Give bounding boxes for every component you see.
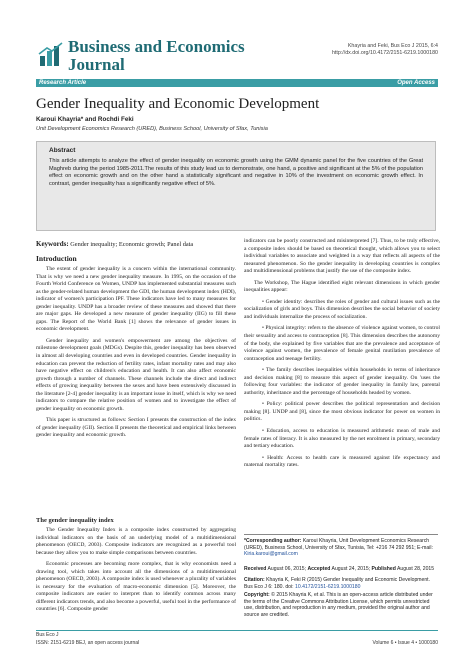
abstract-heading: Abstract — [49, 147, 76, 154]
footer-issn: ISSN: 2151-6219 BEJ, an open access journal — [36, 640, 140, 646]
gii-paragraph-2: Economic processes are becoming more complex, that is why economists need a drawing tool, which takes into account all the dimensions of a multidimensional phenomenon (OECD, 2003). A composite index is used whenever a plurality of variables is necessary for the evaluation of macro-economic dimension [5]. Moreover, the composite indicators are easier to interpret than to identify common across many different indicators trends, and also become a powerful, useful tool in the performance of countries [6]. Composite gender — [36, 561, 236, 613]
footer-divider — [36, 630, 438, 631]
keywords-label: Keywords: — [36, 240, 69, 248]
footnote-divider — [244, 534, 438, 535]
bullet-health: • Health: Access to health care is measured against life expectancy and maternal mortality rates. — [244, 454, 440, 469]
corresponding-text: Karoui Khayria, Unit Development Economics Research (URED), Business School, University of Sfax, Tunisia, Tel: +216 74 292 951; E-mail: — [244, 538, 433, 551]
citation-label: Citation: — [244, 577, 265, 583]
accepted-date: August 24, 2015; — [331, 566, 371, 572]
banner-open-access[interactable]: Open Access — [397, 80, 435, 86]
header-doi-link[interactable]: http://dx.doi.org/10.4172/2151-6219.1000180 — [331, 50, 438, 56]
corresponding-label: *Corresponding author: — [244, 538, 302, 544]
intro-paragraph-2: Gender inequality and women's empowerment are among the objectives of milestone development goals (MDGs). Despite this, gender inequality has been observed in almost all developing countries and even in developed countries. Gender inequality in education can prevent the reduction of fertility rates, infant mortality rates and may also have negative effect on children's education and health. It can also affect economic growth through a number of channels. These channels include the direct and indirect effects of growing inequality between the sexes and have been extensively discussed in the literature [2-4] gender inequality is an important issue in itself, which is why we need indicators to compare the relative position of women and to investigate the effect of gender inequality on economic growth. — [36, 337, 236, 412]
dates-block — [244, 566, 440, 573]
received-date: August 06, 2015; — [267, 566, 307, 572]
accepted-label: Accepted — [307, 566, 331, 572]
citation-text: Khayria K, Feki R (2015) Gender Inequality and Economic Development. Bus Eco J 6: 180. doi: — [244, 577, 431, 590]
journal-name[interactable] — [68, 38, 245, 74]
published-label: Published — [371, 566, 396, 572]
bullet-physical-integrity: • Physical integrity: refers to the absence of violence against women, to control their sexuality and access to contraception [8]. This dimension describes the autonomy of the body, she explained by five variables that are the prevalence and acceptance of violence against women, the prevalence of female genital mutilation prevalence of contraception and teenage fertility. — [244, 325, 440, 362]
citation-block — [244, 577, 440, 590]
article-authors: Karoui Khayria* and Rochdi Feki — [36, 116, 134, 123]
right-paragraph-1: indicators can be poorly constructed and misinterpreted [7]. Thus, to be truly effective, a composite index should be based on theoretical thought, which allows you to select individual variables to associate and weighted in a way that reflects all aspects of the measured phenomenon. So the gender inequality in developing countries is complex and multidimensional problems that justify the use of the composite index. — [244, 238, 440, 275]
correspondence-block — [244, 538, 440, 558]
article-type-banner — [36, 79, 438, 87]
article-affiliation: Unit Development Economics Research (URED), Business School, University of Sfax, Tunisia — [36, 126, 268, 132]
intro-paragraph-1: The extent of gender inequality is a concern within the international community. That is why we need a new gender inequality measure. In 1995, on the occasion of the Fourth World Conference on Women, UNDP has implemented substantial measures such as the gender-related human development the GDI, the human development index (HDI), indicator of women's participation IPF. These indicators have led to many measures for gender inequality. UNDP has a broader review of these measures and showed that there are major gaps. He developed a new measure of gender inequality (IIG) to fill these gaps. The Report of the World Bank [1] shows the relevance of gender issues in economic development. — [36, 266, 236, 333]
footer-volume: Volume 6 • Issue 4 • 1000180 — [372, 640, 438, 646]
author-email-link[interactable]: Kiria.karoui@gmail.com — [244, 551, 298, 558]
abstract-text: This article attempts to analyze the effect of gender inequality on economic growth using the GMM dynamic panel for the five countries of the Great Maghreb during the period 1985-2011.The results of this study lead us to demonstrate, one hand, a positive and significant at the 5% of the population effect on economic growth and on the other hand a statistically significant and negative in 10% of the investment on economic growth effect. In contrast, gender inequality has a significantly negative effect of 5%. — [49, 158, 423, 187]
section-heading-gii: The gender inequality index — [36, 517, 114, 524]
journal-logo-icon — [38, 42, 64, 68]
keywords — [36, 240, 236, 248]
journal-header — [0, 0, 474, 78]
abstract-box — [36, 141, 436, 231]
right-column — [244, 238, 440, 474]
copyright-label: Copyright: — [244, 592, 270, 598]
bullet-family: • The family describes inequalities within households in terms of inheritance and decision making [8] to measure this aspect of gender inequality. On 'uses the following four variables: the indicator of gender inequality in family law, parental authority, inheritance and the percentage of households headed by women. — [244, 367, 440, 396]
keywords-text: Gender inequality; Economic growth; Panel data — [70, 241, 194, 248]
gii-paragraph-1: The Gender Inequality Index is a composite index constructed by aggregating individual indicators on the basis of an underlying model of a multidimensional phenomenon (OECD, 2003). Composite indicators are recognized as a powerful tool because they allow you to make simple comparisons between countries. — [36, 527, 236, 556]
right-paragraph-2: The Workshop, The Hague identified eight relevant dimensions in which gender inequalities appear: — [244, 279, 440, 294]
intro-column — [36, 266, 236, 444]
header-citation: Khayria and Feki, Bus Eco J 2015, 6:4 — [347, 43, 438, 49]
journal-name-line2: Journal — [68, 55, 125, 74]
copyright-text: © 2015 Khayria K, et al. This is an open-access article distributed under the terms of the Creative Commons Attribution License, which permits unrestricted use, distribution, and reproduction in any medium, provided the original author and source are credited. — [244, 592, 433, 618]
intro-paragraph-3: This paper is structured as follows: Section I presents the construction of the index of gender inequality (GII). Section II presents the theoretical and empirical links between gender inequality and economic growth. — [36, 417, 236, 439]
received-label: Received — [244, 566, 267, 572]
journal-name-line1: Business and Economics — [68, 37, 245, 56]
bullet-education: • Education, access to education is measured arithmetic mean of male and female rates of literacy. It is also measured by the net enrolment in primary, secondary and tertiary education. — [244, 428, 440, 450]
article-title: Gender Inequality and Economic Development — [36, 96, 320, 112]
published-date: August 28, 2015 — [396, 566, 435, 572]
bullet-gender-identity: • Gender identity: describes the roles of gender and cultural issues such as the socialization of girls and boys. This dimension describes the social behavior of society and individuals internalize the process of socialization. — [244, 298, 440, 320]
footer-journal: Bus Eco J — [36, 632, 59, 638]
section-heading-introduction: Introduction — [36, 254, 77, 263]
bullet-policy: • Policy: political power describes the political representation and decision making [8]. UNDP and [8], since the most obvious indicator for power on women in politics. — [244, 401, 440, 423]
citation-doi-link[interactable]: 10.4172/2151-6219.1000180 — [294, 583, 361, 590]
banner-research-article: Research Article — [39, 80, 87, 86]
gii-column — [36, 527, 236, 618]
copyright-block — [244, 592, 440, 618]
